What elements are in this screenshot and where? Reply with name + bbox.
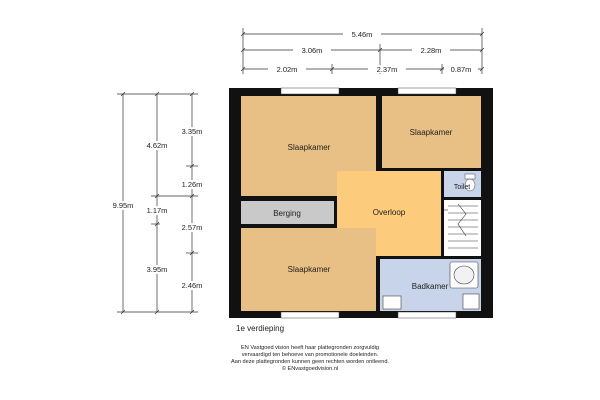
disclaimer-text bbox=[214, 345, 406, 373]
disclaimer-line: Aan deze plattegronden kunnen geen rechten worden ontleend. bbox=[231, 359, 389, 365]
floor-level-label: 1e verdieping bbox=[236, 324, 285, 333]
dim-height-b: 1.26m bbox=[181, 180, 203, 189]
disclaimer-line: vervaardigd ten behoeve van promotionele doeleinden. bbox=[241, 352, 379, 358]
label-slaapkamer-top-right: Slaapkamer bbox=[409, 128, 453, 137]
dim-width-b: 2.37m bbox=[376, 65, 398, 74]
dim-height-upper: 4.62m bbox=[146, 141, 168, 150]
label-slaapkamer-bottom: Slaapkamer bbox=[287, 265, 331, 274]
dim-height-c: 2.57m bbox=[181, 223, 203, 232]
label-toilet: Toilet bbox=[453, 184, 471, 191]
dim-height-a: 3.35m bbox=[181, 127, 203, 136]
dim-width-right: 2.28m bbox=[420, 46, 442, 55]
dim-width-left: 3.06m bbox=[301, 46, 323, 55]
stairs bbox=[444, 200, 481, 256]
dim-width-a: 2.02m bbox=[276, 65, 298, 74]
dim-total-width: 5.46m bbox=[351, 30, 373, 39]
label-berging: Berging bbox=[273, 209, 301, 218]
dim-height-lower: 3.95m bbox=[146, 265, 168, 274]
disclaimer-line: © ENvastgoedvision.nl bbox=[281, 366, 339, 372]
dim-total-height: 9.95m bbox=[112, 201, 134, 210]
label-slaapkamer-top-left: Slaapkamer bbox=[287, 143, 331, 152]
dim-height-d: 2.46m bbox=[181, 281, 203, 290]
dim-width-c: 0.87m bbox=[450, 65, 472, 74]
dim-height-middle: 1.17m bbox=[146, 206, 168, 215]
label-overloop: Overloop bbox=[372, 208, 406, 217]
label-badkamer: Badkamer bbox=[411, 282, 449, 291]
disclaimer-line: EN Vastgoed vision heeft haar plattegronden zorgvuldig bbox=[241, 345, 379, 351]
